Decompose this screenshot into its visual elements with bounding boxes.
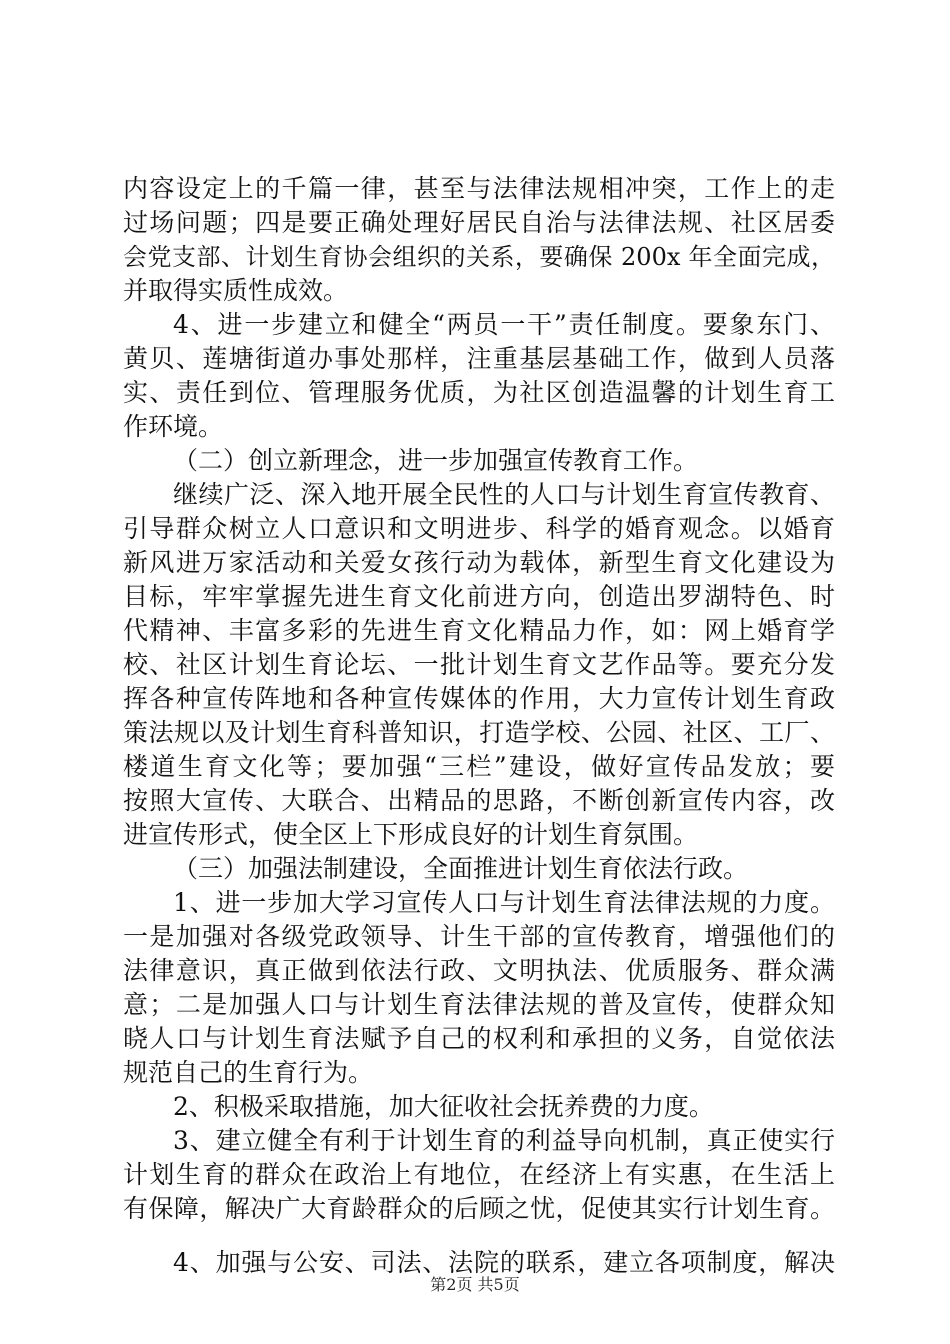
text-line: 引导群众树立人口意识和文明进步、科学的婚育观念。以婚育	[123, 514, 835, 543]
text-line: 代精神、丰富多彩的先进生育文化精品力作，如：网上婚育学	[123, 616, 835, 645]
text-line: 进宣传形式，使全区上下形成良好的计划生育氛围。	[123, 820, 699, 849]
text-line: 计划生育的群众在政治上有地位，在经济上有实惠，在生活上	[123, 1160, 835, 1189]
text-line: 校、社区计划生育论坛、一批计划生育文艺作品等。要充分发	[123, 650, 835, 679]
text-line: 楼道生育文化等；要加强“三栏”建设，做好宣传品发放；要	[123, 752, 835, 781]
text-line: 2、积极采取措施，加大征收社会抚养费的力度。	[173, 1092, 714, 1121]
text-line: 晓人口与计划生育法赋予自己的权利和承担的义务，自觉依法	[123, 1024, 835, 1053]
text-line: 意；二是加强人口与计划生育法律法规的普及宣传，使群众知	[123, 990, 835, 1019]
text-line: 法律意识，真正做到依法行政、文明执法、优质服务、群众满	[123, 956, 835, 985]
text-line: 挥各种宣传阵地和各种宣传媒体的作用，大力宣传计划生育政	[123, 684, 835, 713]
text-line: 并取得实质性成效。	[123, 276, 349, 305]
text-line: 过场问题；四是要正确处理好居民自治与法律法规、社区居委	[123, 208, 835, 237]
text-line: 新风进万家活动和关爱女孩行动为载体，新型生育文化建设为	[123, 548, 835, 577]
text-line: 规范自己的生育行为。	[123, 1058, 374, 1087]
text-line: 实、责任到位、管理服务优质，为社区创造温馨的计划生育工	[123, 378, 835, 407]
text-line: （二）创立新理念，进一步加强宣传教育工作。	[173, 446, 699, 475]
text-line: 内容设定上的千篇一律，甚至与法律法规相冲突，工作上的走	[123, 174, 835, 203]
text-line: 目标，牢牢掌握先进生育文化前进方向，创造出罗湖特色、时	[123, 582, 835, 611]
text-line: 黄贝、莲塘街道办事处那样，注重基层基础工作，做到人员落	[123, 344, 835, 373]
text-line: 按照大宣传、大联合、出精品的思路，不断创新宣传内容，改	[123, 786, 835, 815]
text-line: 3、建立健全有利于计划生育的利益导向机制，真正使实行	[173, 1126, 835, 1155]
text-line: 作环境。	[123, 412, 224, 441]
page-number-footer: 第2页 共5页	[430, 1275, 520, 1294]
text-line: （三）加强法制建设，全面推进计划生育依法行政。	[173, 854, 749, 883]
text-line: 4、加强与公安、司法、法院的联系，建立各项制度，解决	[173, 1248, 835, 1277]
text-line: 1、进一步加大学习宣传人口与计划生育法律法规的力度。	[173, 888, 835, 917]
document-body	[123, 172, 835, 1280]
text-line: 有保障，解决广大育龄群众的后顾之忧，促使其实行计划生育。	[123, 1194, 835, 1223]
text-line: 一是加强对各级党政领导、计生干部的宣传教育，增强他们的	[123, 922, 835, 951]
text-line: 会党支部、计划生育协会组织的关系，要确保 200x 年全面完成，	[123, 243, 835, 271]
paragraph-gap	[123, 1226, 835, 1246]
text-line: 4、进一步建立和健全“两员一干”责任制度。要象东门、	[173, 310, 835, 339]
text-line: 继续广泛、深入地开展全民性的人口与计划生育宣传教育、	[173, 480, 835, 509]
text-line: 策法规以及计划生育科普知识，打造学校、公园、社区、工厂、	[123, 718, 835, 747]
